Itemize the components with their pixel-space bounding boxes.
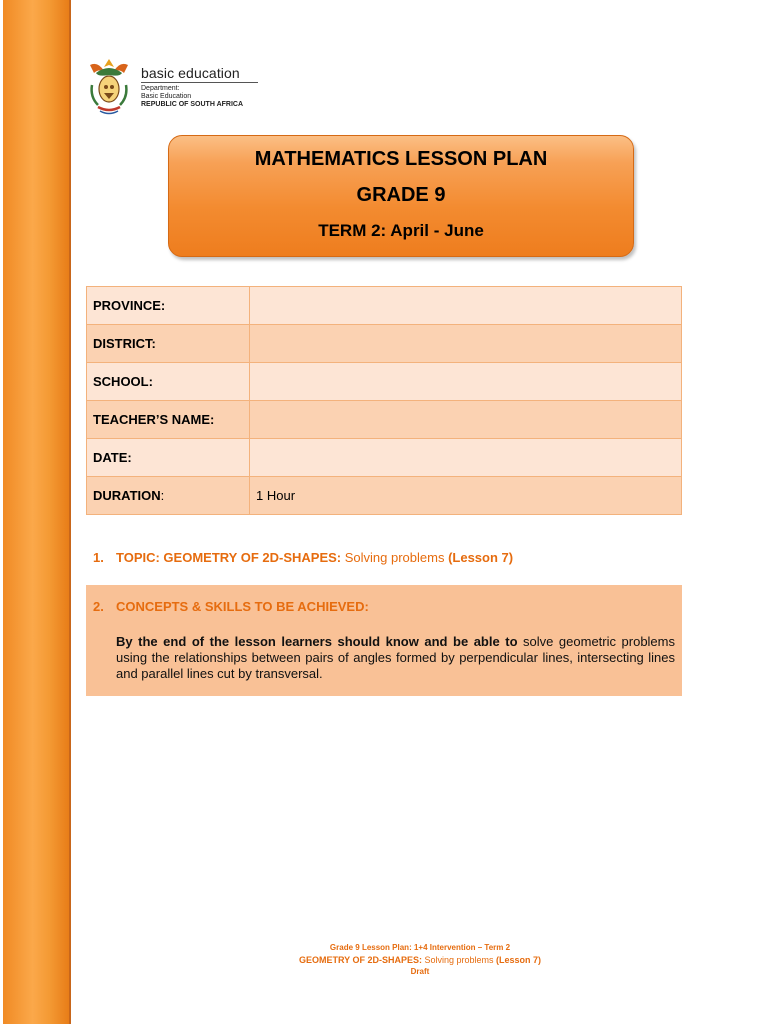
side-decoration-bar xyxy=(3,0,71,1024)
footer-text: Solving problems xyxy=(421,955,497,965)
duration-label-cell xyxy=(87,477,250,515)
concepts-section xyxy=(86,585,682,696)
footer-line1: Grade 9 Lesson Plan: 1+4 Intervention – Term 2 xyxy=(329,943,511,952)
logo-rule xyxy=(141,82,258,83)
date-label: DATE: xyxy=(87,439,250,477)
department-logo xyxy=(84,55,274,117)
duration-value: 1 Hour xyxy=(250,477,682,515)
logo-country: REPUBLIC OF SOUTH AFRICA xyxy=(141,101,244,108)
footer-line2 xyxy=(230,954,610,966)
logo-main-text: basic education xyxy=(141,65,240,81)
footer-lesson: (Lesson 7) xyxy=(496,955,542,965)
logo-dept-line1: Department: xyxy=(141,85,180,92)
title-term: TERM 2: April - June xyxy=(318,221,484,240)
coat-of-arms-icon xyxy=(84,55,134,117)
duration-label: DURATION xyxy=(93,488,161,503)
concepts-title: CONCEPTS & SKILLS TO BE ACHIEVED: xyxy=(116,599,369,614)
logo-dept-line2: Basic Education xyxy=(141,93,192,100)
teacher-name-label: TEACHER’S NAME: xyxy=(87,401,250,439)
title-subject: MATHEMATICS LESSON PLAN xyxy=(254,148,548,170)
school-value xyxy=(250,363,682,401)
topic-lesson: (Lesson 7) xyxy=(448,550,514,565)
school-label: SCHOOL: xyxy=(87,363,250,401)
teacher-name-value xyxy=(250,401,682,439)
page-footer xyxy=(230,942,610,978)
table-row-date xyxy=(87,439,682,477)
topic-label: TOPIC: GEOMETRY OF 2D-SHAPES: xyxy=(116,550,342,565)
table-row-province xyxy=(87,287,682,325)
table-row-school xyxy=(87,363,682,401)
concepts-heading xyxy=(93,599,369,614)
footer-draft: Draft xyxy=(410,967,430,976)
concepts-text: solve geometric problems using the relationships between pairs of angles formed by perpendicular lines, intersecting lines and parallel lines cut by transversal. xyxy=(116,634,675,681)
province-label: PROVINCE: xyxy=(87,287,250,325)
table-row-duration xyxy=(87,477,682,515)
concepts-lead: By the end of the lesson learners should know and be able to xyxy=(116,634,518,649)
concepts-body xyxy=(116,634,675,682)
topic-number: 1. xyxy=(93,550,104,565)
lesson-info-table xyxy=(86,286,682,515)
logo-text-block xyxy=(141,65,258,109)
concepts-number: 2. xyxy=(93,599,104,614)
district-label: DISTRICT: xyxy=(87,325,250,363)
topic-line xyxy=(93,550,513,565)
title-grade: GRADE 9 xyxy=(356,184,446,206)
duration-colon: : xyxy=(160,488,165,503)
date-value xyxy=(250,439,682,477)
table-row-district xyxy=(87,325,682,363)
table-row-teacher xyxy=(87,401,682,439)
province-value xyxy=(250,287,682,325)
district-value xyxy=(250,325,682,363)
title-banner xyxy=(168,135,634,257)
topic-text: Solving problems xyxy=(341,550,449,565)
footer-topic: GEOMETRY OF 2D-SHAPES: xyxy=(298,955,422,965)
